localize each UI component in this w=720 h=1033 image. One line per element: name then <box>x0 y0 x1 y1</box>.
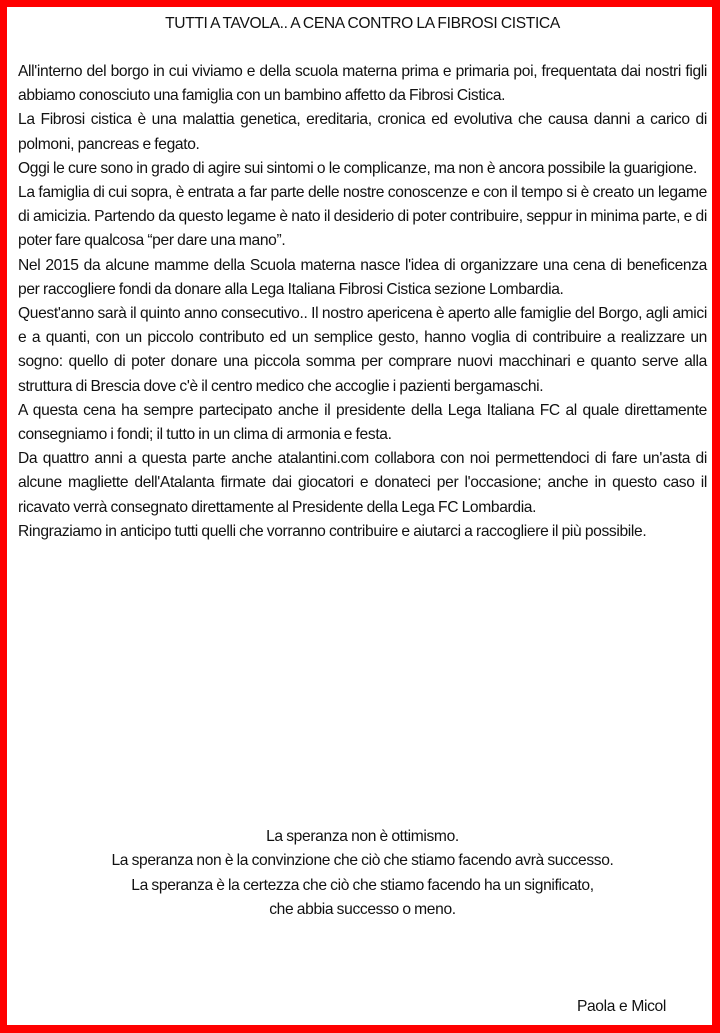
paragraphs <box>18 60 707 544</box>
document-title: TUTTI A TAVOLA.. A CENA CONTRO LA FIBROSI CISTICA <box>165 15 560 32</box>
document-body <box>18 12 707 544</box>
paragraph: La famiglia di cui sopra, è entrata a far parte delle nostre conoscenze e con il tempo si è creato un legame di amicizia. Partendo da questo legame è nato il desiderio di poter contribuire, seppur in minima parte, e di poter fare qualcosa “per dare una mano”. <box>18 184 707 250</box>
paragraph: A questa cena ha sempre partecipato anche il presidente della Lega Italiana FC al quale direttamente consegniamo i fondi; il tutto in un clima di armonia e festa. <box>18 401 707 444</box>
quote-line: che abbia successo o meno. <box>269 901 456 919</box>
quote-line: La speranza è la certezza che ciò che stiamo facendo ha un significato, <box>131 876 594 894</box>
paragraph: La Fibrosi cistica è una malattia genetica, ereditaria, cronica ed evolutiva che causa danni a carico di polmoni, pancreas e fegato. <box>18 111 707 153</box>
quote-line: La speranza non è ottimismo. <box>266 828 459 845</box>
paragraph: All'interno del borgo in cui viviamo e della scuola materna prima e primaria poi, frequentata dai nostri figli abbiamo conosciuto una famiglia con un bambino affetto da Fibrosi Cistica. <box>18 63 707 105</box>
paragraph: Nel 2015 da alcune mamme della Scuola materna nasce l'idea di organizzare una cena di beneficenza per raccogliere fondi da donare alla Lega Italiana Fibrosi Cistica sezione Lombardia. <box>18 256 707 298</box>
closing-quote <box>18 825 707 923</box>
quote-line: La speranza non è la convinzione che ciò che stiamo facendo avrà successo. <box>111 852 614 870</box>
paragraph: Da quattro anni a questa parte anche atalantini.com collabora con noi permettendoci di fare un'asta di alcune magliette dell'Atalanta firmate dai giocatori e donateci per l'occasione; anche in questo caso il ricavato verrà consegnato direttamente al Presidente della Lega FC Lombardia. <box>18 450 707 516</box>
paragraph: Quest'anno sarà il quinto anno consecutivo.. Il nostro apericena è aperto alle famiglie del Borgo, agli amici e a quanti, con un piccolo contributo ed un semplice gesto, hanno voglia di contribuire a realizzare un sogno: quello di poter donare una piccola somma per comprare nuovi macchinari e quanto serve alla struttura di Brescia dove c'è il centro medico che accoglie i pazienti bergamaschi. <box>18 305 707 395</box>
paragraph: Ringraziamo in anticipo tutti quelli che vorranno contribuire e aiutarci a raccogliere il più possibile. <box>18 522 647 540</box>
paragraph: Oggi le cure sono in grado di agire sui sintomi o le complicanze, ma non è ancora possibile la guarigione. <box>18 159 697 177</box>
signature: Paola e Micol <box>576 998 666 1015</box>
